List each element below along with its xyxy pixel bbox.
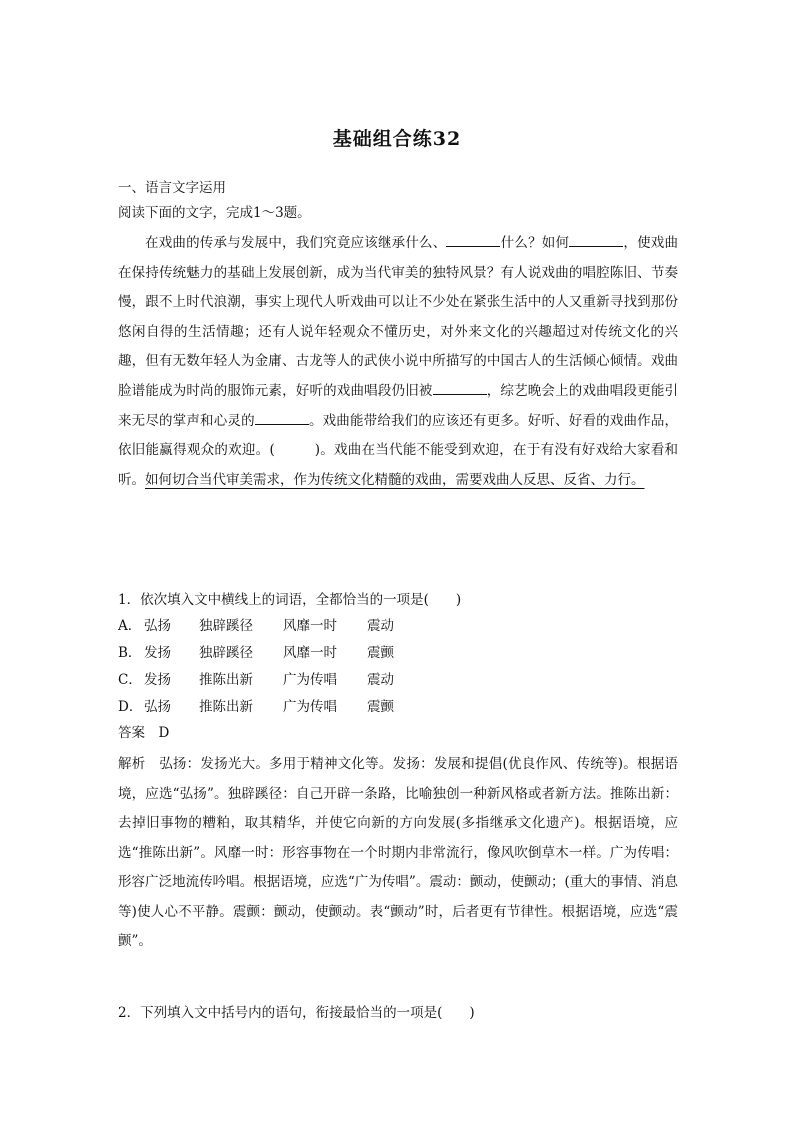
option-c bbox=[118, 667, 394, 694]
option-word-1: 弘扬 bbox=[144, 699, 171, 715]
passage-text-1: 在戏曲的传承与发展中，我们究竟应该继承什么、 bbox=[145, 235, 447, 251]
option-letter: A． bbox=[118, 618, 142, 634]
analysis-text: 弘扬：发扬光大。多用于精神文化等。发扬：发展和提倡(优良作风、传统等)。根据语境，应选“弘扬”。独辟蹊径：自己开辟一条路，比喻独创一种新风格或者新方法。推陈出新：去掉旧事物的糟粕，取其精华，并使它向新的方向发展(多指继承文化遗产)。根据语境，应选“推陈出新”。风靡一时：形容事物在一个时期内非常流行，像风吹倒草木一样。广为传唱：形容广泛地流传吟唱。根据语境，应选“广为传唱”。震动：颤动，使颤动；(重大的事情、消息等)使人心不平静。震颤：颤动，使颤动。表“颤动”时，后者更有节律性。根据语境，应选“震颤”。 bbox=[118, 756, 678, 949]
option-word-3: 风靡一时 bbox=[283, 645, 337, 661]
passage-text-5: 。戏曲能带给我们的应该还有更多。好听、好看的戏曲作品，依旧能赢得观众的欢迎。( bbox=[118, 412, 679, 459]
option-word-4: 震颤 bbox=[367, 699, 394, 715]
passage-text-4: ，综艺晚会上的戏曲唱段更能引来无尽的掌声和心灵的 bbox=[118, 382, 679, 429]
option-word-2: 推陈出新 bbox=[199, 672, 253, 688]
blank-2 bbox=[569, 233, 623, 247]
option-letter: B． bbox=[118, 645, 142, 661]
option-word-3: 广为传唱 bbox=[283, 672, 337, 688]
option-word-3: 广为传唱 bbox=[283, 699, 337, 715]
blank-4 bbox=[255, 411, 309, 425]
question-1-stem: 1．依次填入文中横线上的词语，全都恰当的一项是( ) bbox=[118, 592, 462, 608]
option-word-2: 推陈出新 bbox=[199, 699, 253, 715]
question-2-stem: 2．下列填入文中括号内的语句，衔接最恰当的一项是( ) bbox=[118, 1005, 475, 1021]
option-word-2: 独辟蹊径 bbox=[199, 618, 253, 634]
analysis-label: 解析 bbox=[118, 756, 146, 772]
option-word-1: 发扬 bbox=[144, 672, 171, 688]
option-word-4: 震动 bbox=[367, 672, 394, 688]
page-title: 基础组合练32 bbox=[332, 128, 462, 150]
section-heading: 一、语言文字运用 bbox=[118, 180, 226, 196]
option-letter: D． bbox=[118, 699, 143, 715]
option-word-1: 发扬 bbox=[144, 645, 171, 661]
analysis-block bbox=[118, 750, 678, 957]
option-letter: C． bbox=[118, 672, 142, 688]
blank-1 bbox=[446, 233, 500, 247]
underlined-sentence: 如何切合当代审美需求，作为传统文化精髓的戏曲，需要戏曲人反思、反省、力行。 bbox=[145, 471, 645, 488]
option-word-3: 风靡一时 bbox=[283, 618, 337, 634]
option-d bbox=[118, 694, 394, 721]
blank-3 bbox=[433, 381, 487, 395]
passage-text-6: )。戏曲在当代能不能受到欢迎，在于有没有好戏给大家看和听。 bbox=[118, 442, 678, 488]
option-word-2: 独辟蹊径 bbox=[199, 645, 253, 661]
answer-value: D bbox=[158, 725, 170, 741]
passage-text-3: ，使戏曲在保持传统魅力的基础上发展创新，成为当代审美的独特风景？有人说戏曲的唱腔陈旧、节奏慢，跟不上时代浪潮，事实上现代人听戏曲可以让不少处在紧张生活中的人又重新寻找到那份悠闲自得的生活情趣；还有人说年轻观众不懂历史，对外来文化的兴趣超过对传统文化的兴趣，但有无数年轻人为金庸、古龙等人的武侠小说中所描写的中国古人的生活倾心倾情。戏曲脸谱能成为时尚的服饰元素，好听的戏曲唱段仍旧被 bbox=[118, 235, 678, 399]
option-word-4: 震动 bbox=[367, 618, 394, 634]
answer-label: 答案 bbox=[118, 725, 145, 741]
option-a bbox=[118, 613, 394, 640]
option-word-1: 弘扬 bbox=[144, 618, 171, 634]
option-b bbox=[118, 640, 394, 667]
question-1-options bbox=[118, 613, 394, 721]
reading-instruction: 阅读下面的文字，完成1～3题。 bbox=[118, 205, 311, 221]
passage-text-2: 什么？如何 bbox=[500, 235, 570, 251]
option-word-4: 震颤 bbox=[367, 645, 394, 661]
reading-passage bbox=[118, 229, 678, 495]
answer-line bbox=[118, 721, 169, 741]
